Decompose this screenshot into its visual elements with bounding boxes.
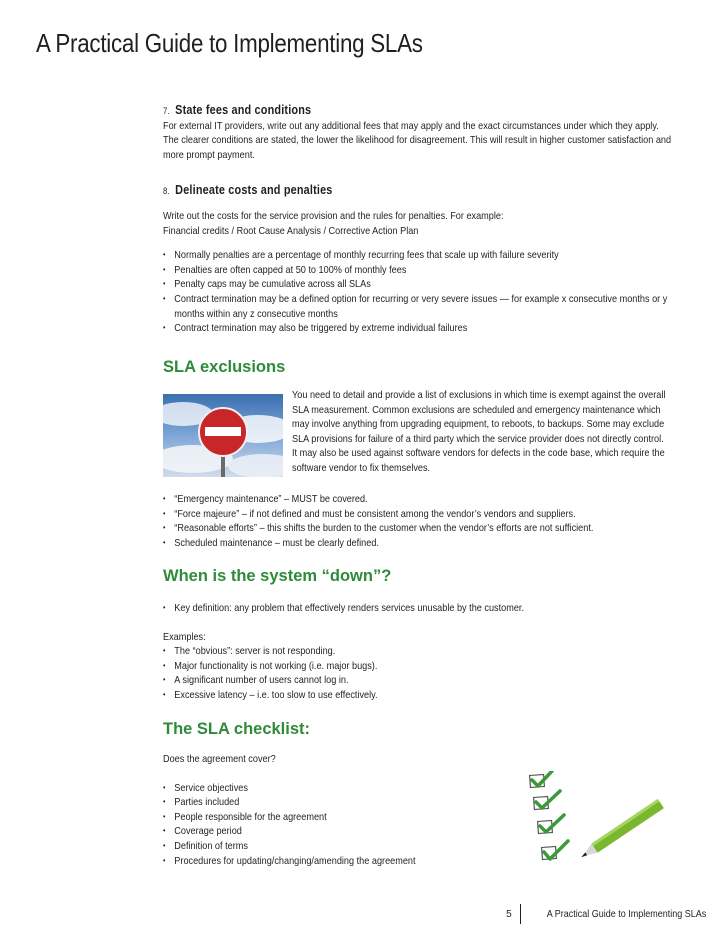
section-7-line: The clearer conditions are stated, the lower the likelihood for disagreement. This will result in higher customer satisfaction and [163,134,672,147]
exclusions-bullets [163,492,728,550]
section-8-heading [163,183,683,199]
list-item: • Definition of terms [163,839,546,854]
section-8-title: Delineate costs and penalties [175,183,333,198]
list-item: • Penalty caps may be cumulative across all SLAs [163,277,683,292]
list-item: • Service objectives [163,781,546,796]
list-item: • “Emergency maintenance” – MUST be covered. [163,492,683,507]
examples-label: Examples: [163,630,206,643]
list-item-continuation: months within any z consecutive months [174,307,338,320]
list-item: • Key definition: any problem that effectively renders services unusable by the customer. [163,601,683,616]
exclusions-line: SLA provisions for failure of a third party which the service provider does not directly control. [292,432,664,445]
list-item: • Normally penalties are a percentage of monthly recurring fees that scale up with failure severity [163,248,683,263]
list-item: • Penalties are often capped at 50 to 100% of monthly fees [163,263,683,278]
list-item: • People responsible for the agreement [163,810,546,825]
section-7-number: 7. [163,106,170,116]
main-content [163,103,683,335]
page-title: A Practical Guide to Implementing SLAs [36,28,423,58]
list-item-text: Contract termination may be a defined option for recurring or very severe issues — for example x consecutive months or y [174,292,668,305]
exclusions-line: It may also be used against software vendors for defects in the code base, which require the [292,447,665,460]
section-7-heading [163,103,683,119]
section-8-intro: Write out the costs for the service provision and the rules for penalties. For example: [163,209,504,222]
exclusions-heading: SLA exclusions [163,358,286,376]
list-item: • Contract termination may also be triggered by extreme individual failures [163,321,683,336]
section-7-title: State fees and conditions [175,103,312,117]
section-7-line: more prompt payment. [163,148,255,161]
system-down-heading: When is the system “down”? [163,567,392,585]
section-8 [163,183,683,335]
list-item: • Major functionality is not working (i.e. major bugs). [163,659,683,674]
section-7 [163,103,683,162]
footer-title: A Practical Guide to Implementing SLAs [546,908,706,920]
checklist-pen-illustration [508,771,668,871]
no-entry-sign-photo [163,394,283,477]
exclusions-line: SLA measurement. Common exclusions are scheduled and emergency maintenance which [292,403,661,416]
penalty-list [163,248,683,336]
exclusions-line: software vendor to fix themselves. [292,461,431,474]
list-item: • Parties included [163,795,546,810]
exclusions-line: You need to detail and provide a list of exclusions in which time is exempt against the overall [292,389,666,401]
system-down-content [163,601,728,703]
section-8-number: 8. [163,186,170,197]
exclusions-paragraph [292,388,728,476]
list-item: • Procedures for updating/changing/amending the agreement [163,854,546,869]
list-item: • Coverage period [163,824,546,839]
list-item: • The “obvious”: server is not responding. [163,644,683,659]
checklist-question: Does the agreement cover? [163,753,276,765]
exclusions-line: may involve anything from upgrading equipment, to reboots, to backups. Some may exclude [292,418,665,431]
list-item: • “Force majeure” – if not defined and must be consistent among the vendor’s vendors and suppliers. [163,507,683,522]
list-item: • “Reasonable efforts” – this shifts the burden to the customer when the vendor’s efforts are not sufficient. [163,521,683,536]
page-number: 5 [506,908,512,920]
section-8-intro: Financial credits / Root Cause Analysis / Corrective Action Plan [163,224,419,237]
list-item [163,292,683,321]
list-item: • Scheduled maintenance – must be clearly defined. [163,536,683,551]
section-7-line: For external IT providers, write out any additional fees that may apply and the exact circumstances under which they apply. [163,119,659,132]
footer-divider [520,904,521,924]
list-item: • A significant number of users cannot log in. [163,673,683,688]
page-footer [506,904,706,924]
list-item: • Excessive latency – i.e. too slow to use effectively. [163,688,683,703]
checklist-heading: The SLA checklist: [163,720,311,738]
